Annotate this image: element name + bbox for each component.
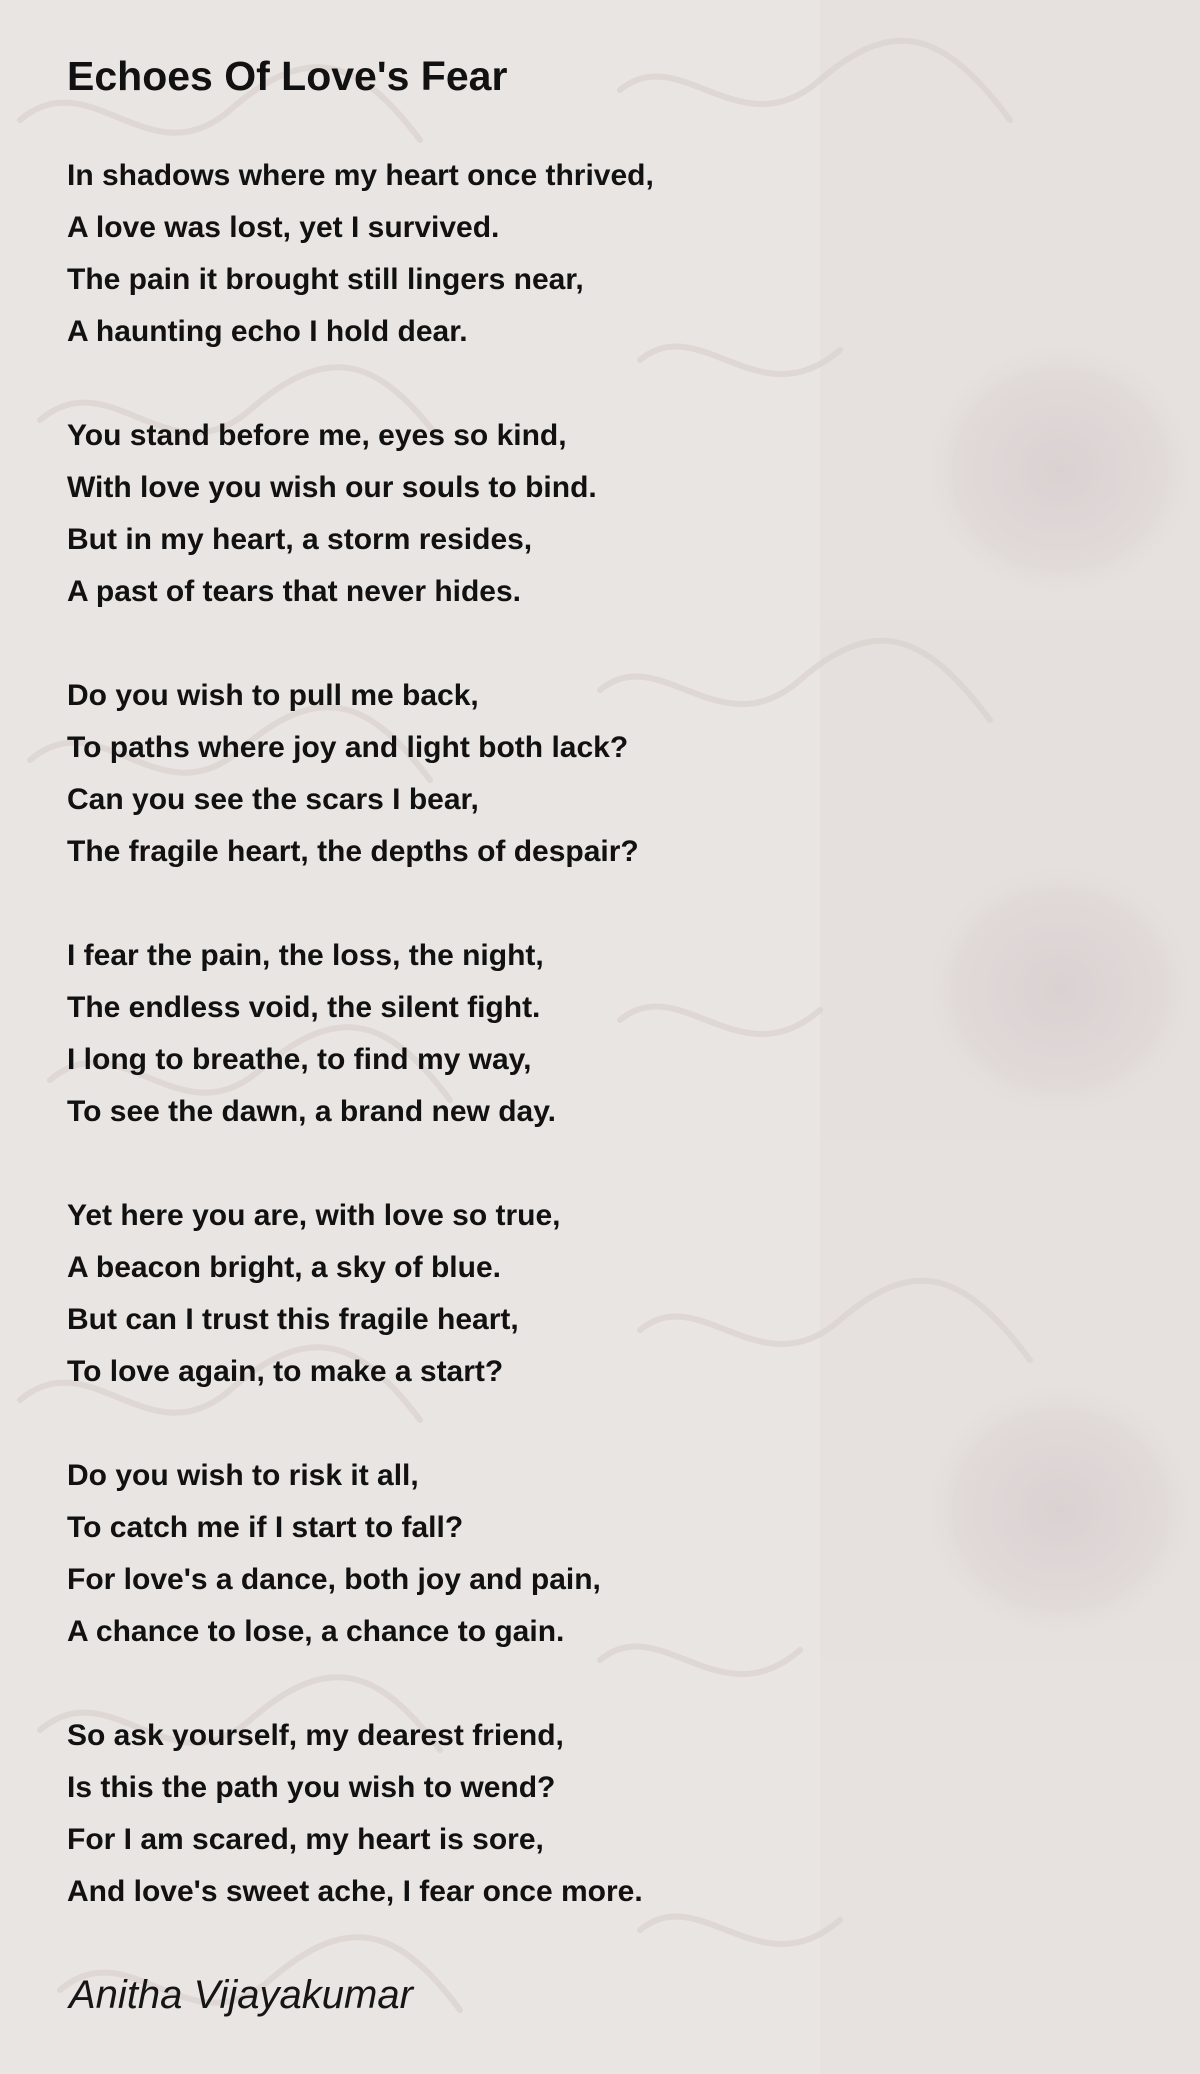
poem-line: Do you wish to pull me back,	[67, 679, 479, 712]
poem-line: With love you wish our souls to bind.	[67, 471, 597, 504]
poem-line: To catch me if I start to fall?	[67, 1511, 464, 1544]
stanza	[67, 150, 654, 358]
poem-line: To love again, to make a start?	[67, 1355, 504, 1388]
poem-line: The fragile heart, the depths of despair?	[67, 835, 639, 868]
poem-line: Do you wish to risk it all,	[67, 1459, 419, 1492]
poem-title: Echoes Of Love's Fear	[67, 53, 508, 99]
poem-line: A past of tears that never hides.	[67, 575, 522, 608]
poem-line: I long to breathe, to find my way,	[67, 1043, 532, 1076]
stanza	[67, 1190, 654, 1398]
poem-line: A chance to lose, a chance to gain.	[67, 1615, 565, 1648]
stanza	[67, 930, 654, 1138]
poem-line: But in my heart, a storm resides,	[67, 523, 533, 556]
poem-line: Is this the path you wish to wend?	[67, 1771, 556, 1804]
poem-line: For I am scared, my heart is sore,	[67, 1823, 544, 1856]
poem-line: But can I trust this fragile heart,	[67, 1303, 519, 1336]
poem-line: You stand before me, eyes so kind,	[67, 419, 567, 452]
poem-line: In shadows where my heart once thrived,	[67, 159, 654, 192]
poem-line: A beacon bright, a sky of blue.	[67, 1251, 501, 1284]
poem-author: Anitha Vijayakumar	[69, 1973, 413, 2017]
poem-line: To paths where joy and light both lack?	[67, 731, 629, 764]
poem-line: Yet here you are, with love so true,	[67, 1199, 561, 1232]
poem-line: A haunting echo I hold dear.	[67, 315, 468, 348]
poem-body	[67, 150, 654, 1970]
poem-line: A love was lost, yet I survived.	[67, 211, 500, 244]
poem-line: Can you see the scars I bear,	[67, 783, 479, 816]
poem-line: I fear the pain, the loss, the night,	[67, 939, 544, 972]
poem-line: To see the dawn, a brand new day.	[67, 1095, 556, 1128]
poem-line: And love's sweet ache, I fear once more.	[67, 1875, 643, 1908]
stanza	[67, 1710, 654, 1918]
stanza	[67, 410, 654, 618]
poem-line: The endless void, the silent fight.	[67, 991, 541, 1024]
poem-line: So ask yourself, my dearest friend,	[67, 1719, 564, 1752]
poem-line: The pain it brought still lingers near,	[67, 263, 584, 296]
stanza	[67, 1450, 654, 1658]
stanza	[67, 670, 654, 878]
poem-line: For love's a dance, both joy and pain,	[67, 1563, 601, 1596]
